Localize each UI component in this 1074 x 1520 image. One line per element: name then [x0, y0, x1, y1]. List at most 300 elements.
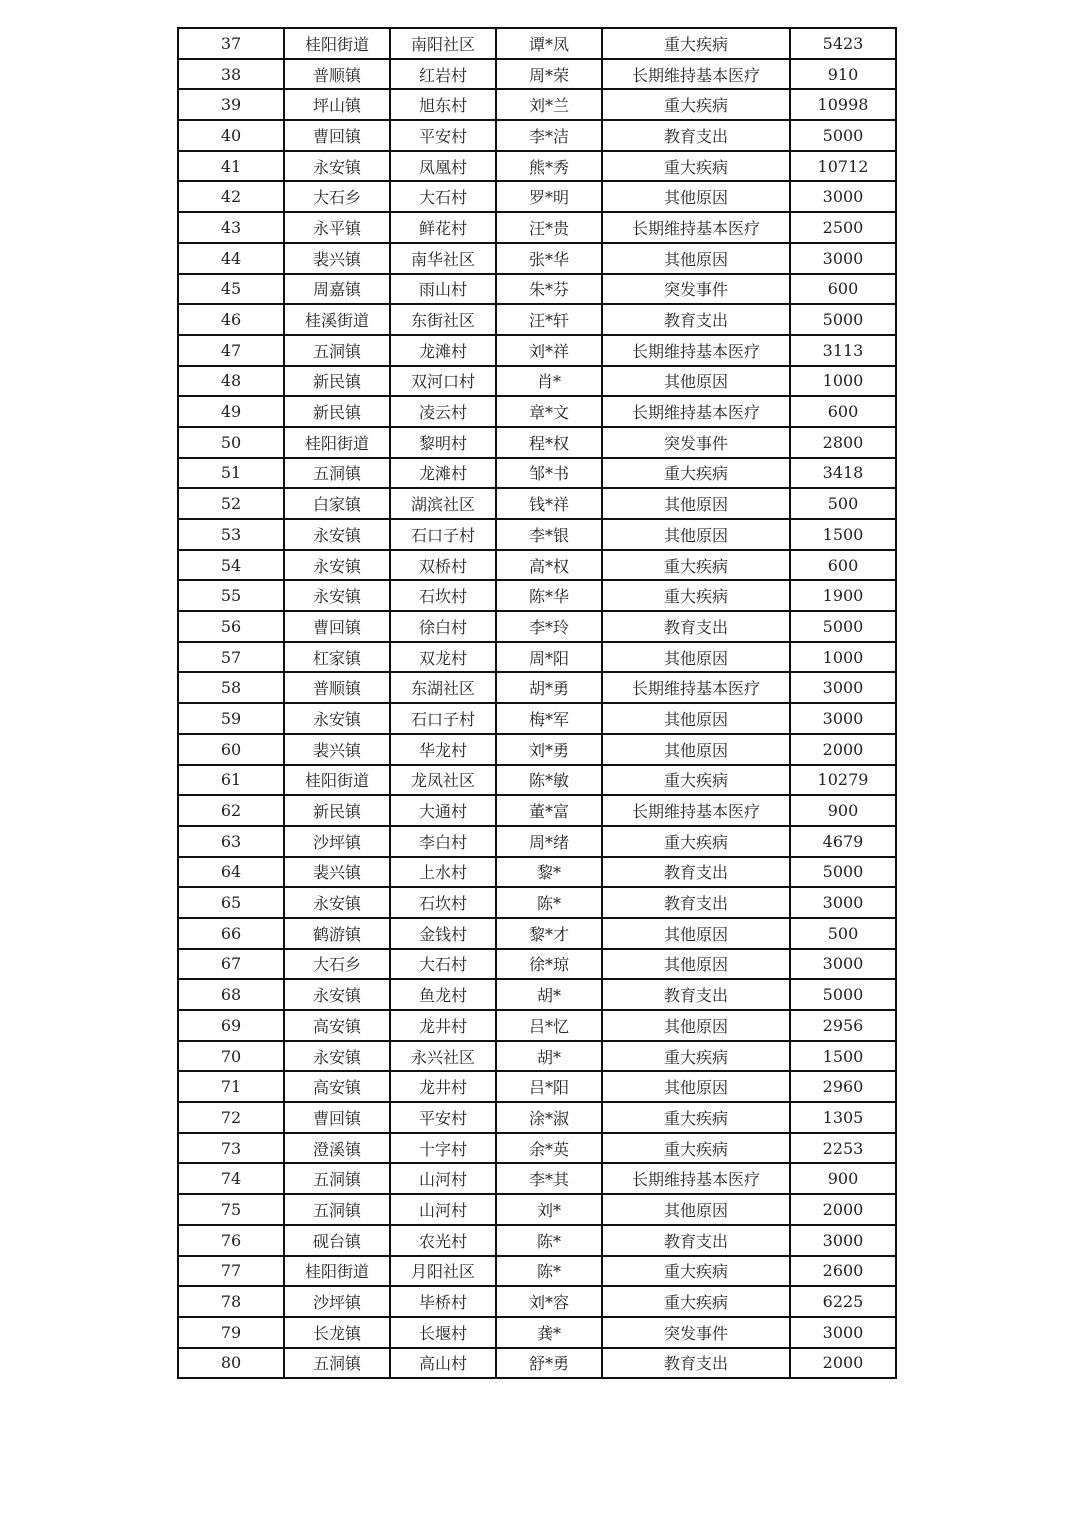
- village-cell: 永兴社区: [390, 1041, 496, 1072]
- village-cell: 高山村: [390, 1348, 496, 1379]
- table-row: [178, 826, 896, 857]
- serial-number-cell: 64: [178, 857, 284, 888]
- name-cell: 周*荣: [496, 59, 602, 90]
- name-cell: 李*洁: [496, 120, 602, 151]
- amount-cell: 3000: [790, 243, 896, 274]
- table-row: [178, 243, 896, 274]
- village-cell: 鲜花村: [390, 212, 496, 243]
- table-row: [178, 857, 896, 888]
- name-cell: 李*银: [496, 519, 602, 550]
- table-row: [178, 59, 896, 90]
- table-row: [178, 1163, 896, 1194]
- serial-number-cell: 47: [178, 335, 284, 366]
- reason-cell: 其他原因: [602, 243, 790, 274]
- table-row: [178, 918, 896, 949]
- amount-cell: 5000: [790, 979, 896, 1010]
- village-cell: 大石村: [390, 181, 496, 212]
- reason-cell: 重大疾病: [602, 765, 790, 796]
- village-cell: 石口子村: [390, 703, 496, 734]
- serial-number-cell: 72: [178, 1102, 284, 1133]
- name-cell: 陈*: [496, 887, 602, 918]
- reason-cell: 重大疾病: [602, 550, 790, 581]
- name-cell: 董*富: [496, 795, 602, 826]
- assistance-table: [177, 27, 897, 1379]
- name-cell: 李*玲: [496, 611, 602, 642]
- serial-number-cell: 80: [178, 1348, 284, 1379]
- serial-number-cell: 41: [178, 151, 284, 182]
- village-cell: 平安村: [390, 120, 496, 151]
- village-cell: 双龙村: [390, 642, 496, 673]
- name-cell: 刘*容: [496, 1286, 602, 1317]
- name-cell: 陈*: [496, 1225, 602, 1256]
- serial-number-cell: 69: [178, 1010, 284, 1041]
- town-cell: 永安镇: [284, 979, 390, 1010]
- amount-cell: 5000: [790, 857, 896, 888]
- serial-number-cell: 73: [178, 1133, 284, 1164]
- table-row: [178, 1317, 896, 1348]
- village-cell: 徐白村: [390, 611, 496, 642]
- reason-cell: 突发事件: [602, 1317, 790, 1348]
- name-cell: 陈*敏: [496, 765, 602, 796]
- amount-cell: 3000: [790, 949, 896, 980]
- amount-cell: 10279: [790, 765, 896, 796]
- town-cell: 大石乡: [284, 181, 390, 212]
- serial-number-cell: 37: [178, 28, 284, 59]
- reason-cell: 重大疾病: [602, 580, 790, 611]
- serial-number-cell: 43: [178, 212, 284, 243]
- name-cell: 邹*书: [496, 458, 602, 489]
- reason-cell: 其他原因: [602, 366, 790, 397]
- amount-cell: 5000: [790, 304, 896, 335]
- village-cell: 十字村: [390, 1133, 496, 1164]
- amount-cell: 10998: [790, 89, 896, 120]
- serial-number-cell: 49: [178, 396, 284, 427]
- village-cell: 华龙村: [390, 734, 496, 765]
- town-cell: 桂阳街道: [284, 1256, 390, 1287]
- serial-number-cell: 65: [178, 887, 284, 918]
- name-cell: 陈*华: [496, 580, 602, 611]
- town-cell: 普顺镇: [284, 59, 390, 90]
- table-row: [178, 181, 896, 212]
- serial-number-cell: 51: [178, 458, 284, 489]
- table-row: [178, 1286, 896, 1317]
- table-row: [178, 1102, 896, 1133]
- table-row: [178, 795, 896, 826]
- reason-cell: 其他原因: [602, 642, 790, 673]
- serial-number-cell: 46: [178, 304, 284, 335]
- name-cell: 胡*: [496, 979, 602, 1010]
- table-row: [178, 28, 896, 59]
- town-cell: 五洞镇: [284, 335, 390, 366]
- amount-cell: 2253: [790, 1133, 896, 1164]
- town-cell: 永安镇: [284, 151, 390, 182]
- reason-cell: 其他原因: [602, 1010, 790, 1041]
- reason-cell: 重大疾病: [602, 1133, 790, 1164]
- serial-number-cell: 71: [178, 1071, 284, 1102]
- name-cell: 黎*: [496, 857, 602, 888]
- amount-cell: 2000: [790, 1194, 896, 1225]
- name-cell: 周*绪: [496, 826, 602, 857]
- reason-cell: 其他原因: [602, 519, 790, 550]
- amount-cell: 600: [790, 550, 896, 581]
- name-cell: 舒*勇: [496, 1348, 602, 1379]
- table-row: [178, 1225, 896, 1256]
- name-cell: 罗*明: [496, 181, 602, 212]
- name-cell: 熊*秀: [496, 151, 602, 182]
- village-cell: 山河村: [390, 1194, 496, 1225]
- table-row: [178, 734, 896, 765]
- amount-cell: 2956: [790, 1010, 896, 1041]
- table-row: [178, 488, 896, 519]
- amount-cell: 500: [790, 918, 896, 949]
- serial-number-cell: 40: [178, 120, 284, 151]
- name-cell: 陈*: [496, 1256, 602, 1287]
- village-cell: 石坎村: [390, 887, 496, 918]
- reason-cell: 重大疾病: [602, 89, 790, 120]
- town-cell: 普顺镇: [284, 672, 390, 703]
- village-cell: 双桥村: [390, 550, 496, 581]
- table-row: [178, 611, 896, 642]
- town-cell: 永安镇: [284, 1041, 390, 1072]
- table-row: [178, 979, 896, 1010]
- table-row: [178, 949, 896, 980]
- reason-cell: 教育支出: [602, 979, 790, 1010]
- reason-cell: 长期维持基本医疗: [602, 1163, 790, 1194]
- reason-cell: 其他原因: [602, 181, 790, 212]
- name-cell: 胡*: [496, 1041, 602, 1072]
- reason-cell: 重大疾病: [602, 1286, 790, 1317]
- reason-cell: 重大疾病: [602, 1256, 790, 1287]
- serial-number-cell: 76: [178, 1225, 284, 1256]
- table-row: [178, 304, 896, 335]
- name-cell: 谭*凤: [496, 28, 602, 59]
- village-cell: 石坎村: [390, 580, 496, 611]
- table-row: [178, 1194, 896, 1225]
- amount-cell: 600: [790, 396, 896, 427]
- amount-cell: 3418: [790, 458, 896, 489]
- table-row: [178, 120, 896, 151]
- serial-number-cell: 70: [178, 1041, 284, 1072]
- name-cell: 刘*勇: [496, 734, 602, 765]
- reason-cell: 重大疾病: [602, 826, 790, 857]
- amount-cell: 6225: [790, 1286, 896, 1317]
- name-cell: 汪*轩: [496, 304, 602, 335]
- amount-cell: 3113: [790, 335, 896, 366]
- reason-cell: 突发事件: [602, 274, 790, 305]
- reason-cell: 长期维持基本医疗: [602, 212, 790, 243]
- village-cell: 雨山村: [390, 274, 496, 305]
- village-cell: 龙井村: [390, 1010, 496, 1041]
- serial-number-cell: 39: [178, 89, 284, 120]
- town-cell: 裴兴镇: [284, 243, 390, 274]
- village-cell: 山河村: [390, 1163, 496, 1194]
- name-cell: 龚*: [496, 1317, 602, 1348]
- table-row: [178, 703, 896, 734]
- town-cell: 沙坪镇: [284, 826, 390, 857]
- serial-number-cell: 44: [178, 243, 284, 274]
- amount-cell: 5423: [790, 28, 896, 59]
- village-cell: 李白村: [390, 826, 496, 857]
- reason-cell: 其他原因: [602, 1071, 790, 1102]
- village-cell: 大石村: [390, 949, 496, 980]
- serial-number-cell: 75: [178, 1194, 284, 1225]
- town-cell: 永安镇: [284, 887, 390, 918]
- village-cell: 红岩村: [390, 59, 496, 90]
- amount-cell: 10712: [790, 151, 896, 182]
- name-cell: 吕*阳: [496, 1071, 602, 1102]
- amount-cell: 1500: [790, 1041, 896, 1072]
- table-row: [178, 151, 896, 182]
- town-cell: 桂阳街道: [284, 765, 390, 796]
- reason-cell: 教育支出: [602, 120, 790, 151]
- name-cell: 吕*忆: [496, 1010, 602, 1041]
- village-cell: 东街社区: [390, 304, 496, 335]
- serial-number-cell: 74: [178, 1163, 284, 1194]
- reason-cell: 教育支出: [602, 611, 790, 642]
- table-row: [178, 89, 896, 120]
- reason-cell: 教育支出: [602, 887, 790, 918]
- town-cell: 桂溪街道: [284, 304, 390, 335]
- name-cell: 朱*芬: [496, 274, 602, 305]
- reason-cell: 突发事件: [602, 427, 790, 458]
- village-cell: 龙滩村: [390, 458, 496, 489]
- town-cell: 裴兴镇: [284, 857, 390, 888]
- village-cell: 凤凰村: [390, 151, 496, 182]
- town-cell: 澄溪镇: [284, 1133, 390, 1164]
- table-row: [178, 396, 896, 427]
- town-cell: 坪山镇: [284, 89, 390, 120]
- reason-cell: 长期维持基本医疗: [602, 396, 790, 427]
- village-cell: 长堰村: [390, 1317, 496, 1348]
- table-row: [178, 1256, 896, 1287]
- village-cell: 南阳社区: [390, 28, 496, 59]
- reason-cell: 重大疾病: [602, 1041, 790, 1072]
- table-row: [178, 519, 896, 550]
- town-cell: 五洞镇: [284, 1194, 390, 1225]
- amount-cell: 2800: [790, 427, 896, 458]
- reason-cell: 长期维持基本医疗: [602, 672, 790, 703]
- amount-cell: 2000: [790, 1348, 896, 1379]
- reason-cell: 重大疾病: [602, 458, 790, 489]
- table-row: [178, 427, 896, 458]
- amount-cell: 3000: [790, 1317, 896, 1348]
- amount-cell: 4679: [790, 826, 896, 857]
- town-cell: 周嘉镇: [284, 274, 390, 305]
- village-cell: 石口子村: [390, 519, 496, 550]
- town-cell: 五洞镇: [284, 458, 390, 489]
- town-cell: 长龙镇: [284, 1317, 390, 1348]
- table-row: [178, 580, 896, 611]
- amount-cell: 1000: [790, 366, 896, 397]
- village-cell: 龙滩村: [390, 335, 496, 366]
- village-cell: 金钱村: [390, 918, 496, 949]
- serial-number-cell: 66: [178, 918, 284, 949]
- town-cell: 新民镇: [284, 396, 390, 427]
- name-cell: 黎*才: [496, 918, 602, 949]
- amount-cell: 3000: [790, 672, 896, 703]
- serial-number-cell: 55: [178, 580, 284, 611]
- town-cell: 永安镇: [284, 550, 390, 581]
- town-cell: 五洞镇: [284, 1348, 390, 1379]
- serial-number-cell: 45: [178, 274, 284, 305]
- name-cell: 刘*兰: [496, 89, 602, 120]
- name-cell: 涂*淑: [496, 1102, 602, 1133]
- serial-number-cell: 52: [178, 488, 284, 519]
- serial-number-cell: 68: [178, 979, 284, 1010]
- table-row: [178, 887, 896, 918]
- reason-cell: 教育支出: [602, 1225, 790, 1256]
- town-cell: 高安镇: [284, 1071, 390, 1102]
- town-cell: 沙坪镇: [284, 1286, 390, 1317]
- village-cell: 南华社区: [390, 243, 496, 274]
- amount-cell: 1500: [790, 519, 896, 550]
- town-cell: 曹回镇: [284, 1102, 390, 1133]
- name-cell: 徐*琼: [496, 949, 602, 980]
- serial-number-cell: 59: [178, 703, 284, 734]
- town-cell: 五洞镇: [284, 1163, 390, 1194]
- village-cell: 双河口村: [390, 366, 496, 397]
- amount-cell: 5000: [790, 611, 896, 642]
- town-cell: 桂阳街道: [284, 28, 390, 59]
- reason-cell: 长期维持基本医疗: [602, 335, 790, 366]
- table-body: [178, 28, 896, 1378]
- amount-cell: 900: [790, 795, 896, 826]
- table-row: [178, 335, 896, 366]
- amount-cell: 3000: [790, 703, 896, 734]
- serial-number-cell: 60: [178, 734, 284, 765]
- table-row: [178, 366, 896, 397]
- table-row: [178, 1348, 896, 1379]
- town-cell: 新民镇: [284, 366, 390, 397]
- reason-cell: 教育支出: [602, 304, 790, 335]
- amount-cell: 500: [790, 488, 896, 519]
- town-cell: 大石乡: [284, 949, 390, 980]
- amount-cell: 3000: [790, 1225, 896, 1256]
- serial-number-cell: 79: [178, 1317, 284, 1348]
- town-cell: 砚台镇: [284, 1225, 390, 1256]
- village-cell: 大通村: [390, 795, 496, 826]
- table-row: [178, 1010, 896, 1041]
- name-cell: 程*权: [496, 427, 602, 458]
- village-cell: 鱼龙村: [390, 979, 496, 1010]
- amount-cell: 3000: [790, 181, 896, 212]
- reason-cell: 其他原因: [602, 949, 790, 980]
- serial-number-cell: 77: [178, 1256, 284, 1287]
- reason-cell: 其他原因: [602, 734, 790, 765]
- reason-cell: 其他原因: [602, 703, 790, 734]
- serial-number-cell: 53: [178, 519, 284, 550]
- reason-cell: 重大疾病: [602, 1102, 790, 1133]
- reason-cell: 教育支出: [602, 857, 790, 888]
- amount-cell: 1000: [790, 642, 896, 673]
- table-row: [178, 672, 896, 703]
- village-cell: 凌云村: [390, 396, 496, 427]
- village-cell: 湖滨社区: [390, 488, 496, 519]
- table-row: [178, 765, 896, 796]
- table-row: [178, 1071, 896, 1102]
- reason-cell: 其他原因: [602, 1194, 790, 1225]
- serial-number-cell: 63: [178, 826, 284, 857]
- village-cell: 上水村: [390, 857, 496, 888]
- amount-cell: 2500: [790, 212, 896, 243]
- serial-number-cell: 58: [178, 672, 284, 703]
- serial-number-cell: 54: [178, 550, 284, 581]
- town-cell: 桂阳街道: [284, 427, 390, 458]
- serial-number-cell: 78: [178, 1286, 284, 1317]
- table-row: [178, 1041, 896, 1072]
- name-cell: 章*文: [496, 396, 602, 427]
- town-cell: 杠家镇: [284, 642, 390, 673]
- amount-cell: 5000: [790, 120, 896, 151]
- serial-number-cell: 42: [178, 181, 284, 212]
- serial-number-cell: 61: [178, 765, 284, 796]
- reason-cell: 重大疾病: [602, 28, 790, 59]
- name-cell: 刘*: [496, 1194, 602, 1225]
- village-cell: 月阳社区: [390, 1256, 496, 1287]
- village-cell: 农光村: [390, 1225, 496, 1256]
- village-cell: 黎明村: [390, 427, 496, 458]
- town-cell: 新民镇: [284, 795, 390, 826]
- table-row: [178, 458, 896, 489]
- village-cell: 东湖社区: [390, 672, 496, 703]
- reason-cell: 长期维持基本医疗: [602, 795, 790, 826]
- town-cell: 曹回镇: [284, 120, 390, 151]
- table-row: [178, 212, 896, 243]
- name-cell: 汪*贵: [496, 212, 602, 243]
- amount-cell: 1900: [790, 580, 896, 611]
- village-cell: 龙井村: [390, 1071, 496, 1102]
- name-cell: 梅*军: [496, 703, 602, 734]
- town-cell: 鹤游镇: [284, 918, 390, 949]
- amount-cell: 910: [790, 59, 896, 90]
- town-cell: 裴兴镇: [284, 734, 390, 765]
- amount-cell: 600: [790, 274, 896, 305]
- reason-cell: 其他原因: [602, 918, 790, 949]
- amount-cell: 3000: [790, 887, 896, 918]
- town-cell: 高安镇: [284, 1010, 390, 1041]
- reason-cell: 其他原因: [602, 488, 790, 519]
- village-cell: 毕桥村: [390, 1286, 496, 1317]
- table-row: [178, 274, 896, 305]
- reason-cell: 长期维持基本医疗: [602, 59, 790, 90]
- serial-number-cell: 38: [178, 59, 284, 90]
- amount-cell: 2960: [790, 1071, 896, 1102]
- town-cell: 永平镇: [284, 212, 390, 243]
- village-cell: 旭东村: [390, 89, 496, 120]
- serial-number-cell: 56: [178, 611, 284, 642]
- name-cell: 张*华: [496, 243, 602, 274]
- name-cell: 李*其: [496, 1163, 602, 1194]
- name-cell: 钱*祥: [496, 488, 602, 519]
- table-row: [178, 550, 896, 581]
- reason-cell: 重大疾病: [602, 151, 790, 182]
- town-cell: 永安镇: [284, 580, 390, 611]
- town-cell: 白家镇: [284, 488, 390, 519]
- serial-number-cell: 50: [178, 427, 284, 458]
- serial-number-cell: 57: [178, 642, 284, 673]
- amount-cell: 900: [790, 1163, 896, 1194]
- amount-cell: 2600: [790, 1256, 896, 1287]
- serial-number-cell: 67: [178, 949, 284, 980]
- name-cell: 高*权: [496, 550, 602, 581]
- amount-cell: 2000: [790, 734, 896, 765]
- reason-cell: 教育支出: [602, 1348, 790, 1379]
- table-row: [178, 642, 896, 673]
- name-cell: 周*阳: [496, 642, 602, 673]
- name-cell: 肖*: [496, 366, 602, 397]
- town-cell: 曹回镇: [284, 611, 390, 642]
- serial-number-cell: 48: [178, 366, 284, 397]
